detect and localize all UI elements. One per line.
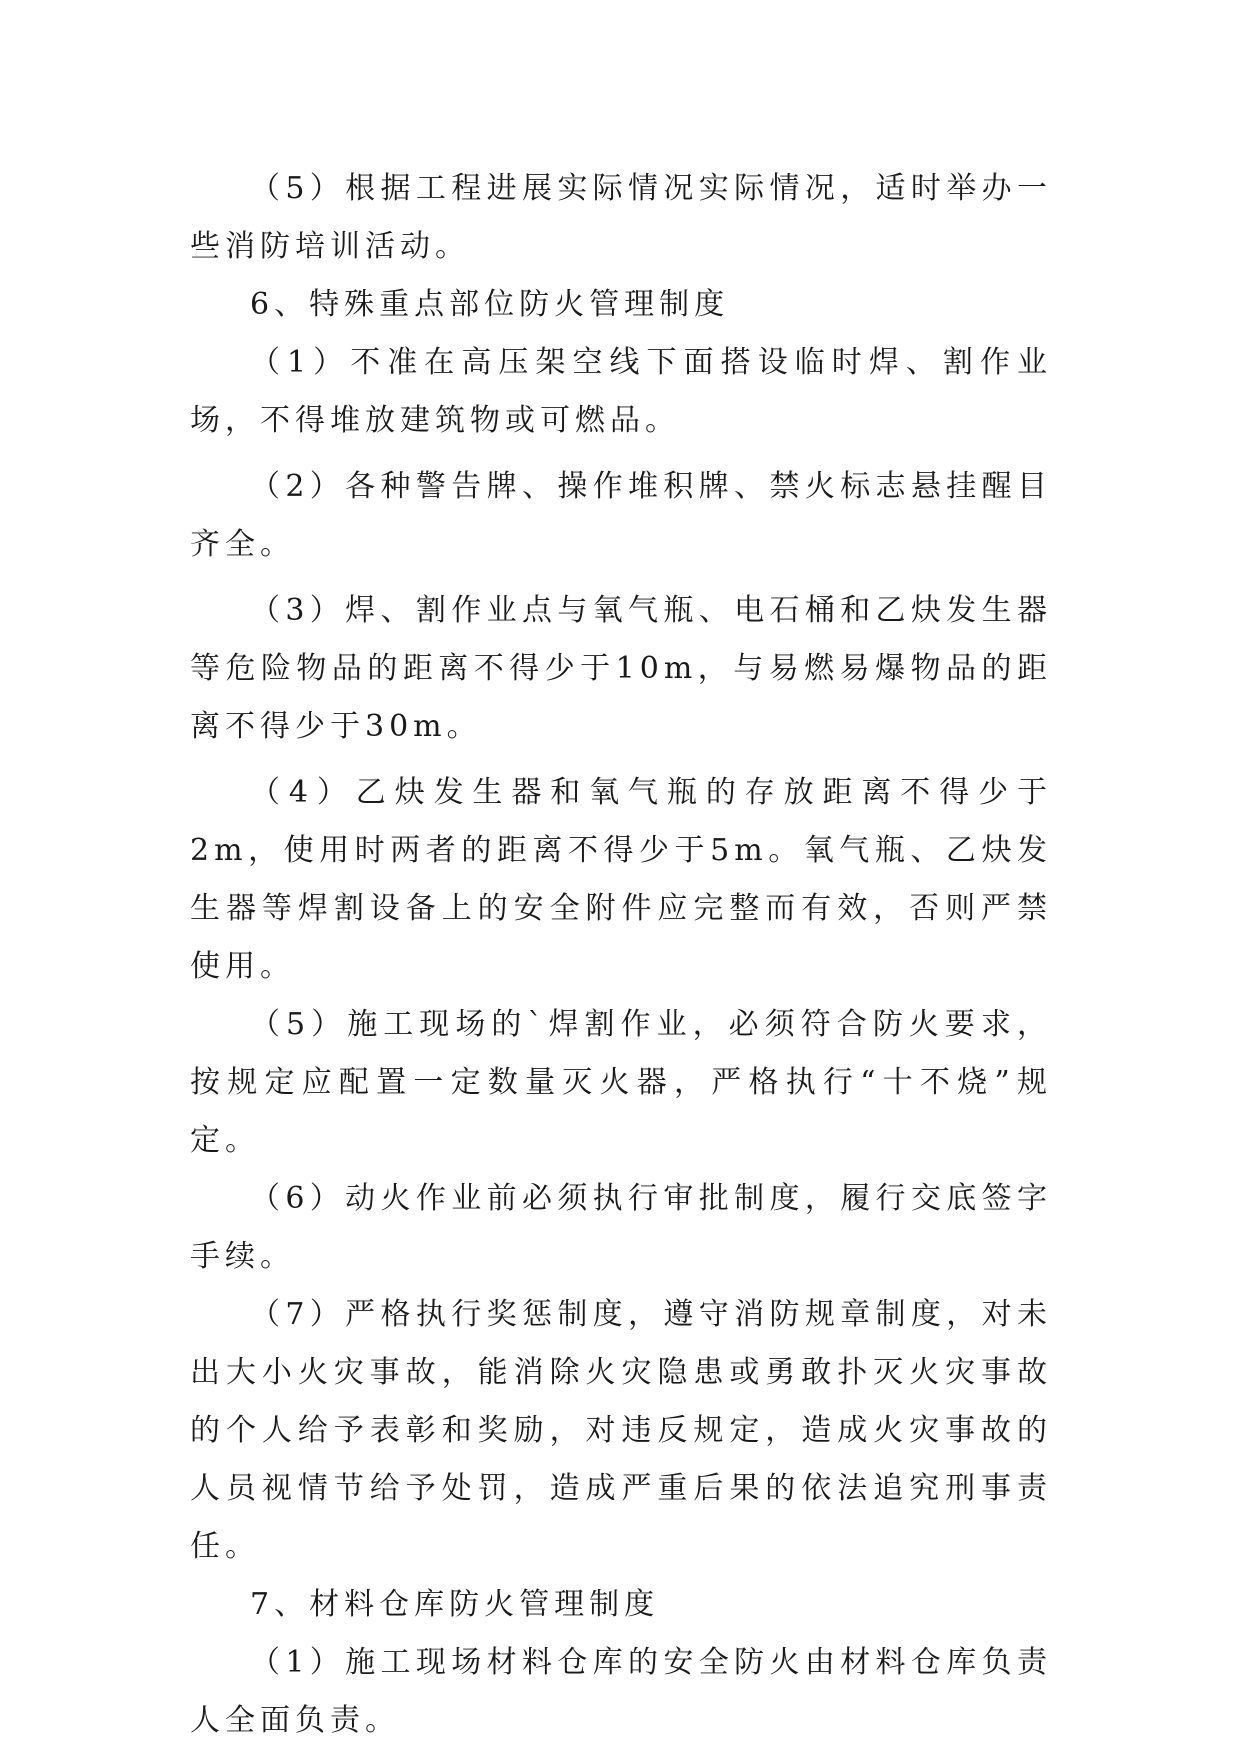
paragraph-item-2-warning-signs: （2）各种警告牌、操作堆积牌、禁火标志悬挂醒目齐全。: [190, 469, 1052, 562]
paragraph-item-1-warehouse: （1）施工现场材料仓库的安全防火由材料仓库负责人全面负责。: [190, 1645, 1052, 1738]
section-heading-6: 6、特殊重点部位防火管理制度: [250, 287, 730, 322]
document-body: [190, 160, 1052, 1750]
paragraph-item-6-approval: （6）动火作业前必须执行审批制度，履行交底签字手续。: [190, 1181, 1052, 1274]
paragraph-item-4-storage: （4）乙炔发生器和氧气瓶的存放距离不得少于2m，使用时两者的距离不得少于5m。氧气瓶、乙炔发生器等焊割设备上的安全附件应完整而有效，否则严禁使用。: [190, 775, 1052, 984]
paragraph-item-5-training: （5）根据工程进展实际情况实际情况，适时举办一些消防培训活动。: [190, 171, 1052, 264]
paragraph-item-5-welding: （5）施工现场的`焊割作业，必须符合防火要求，按规定应配置一定数量灭火器，严格执行“十不烧”规定。: [190, 1007, 1052, 1158]
paragraph-item-7-rewards: （7）严格执行奖惩制度，遵守消防规章制度，对未出大小火灾事故，能消除火灾隐患或勇敢扑灭火灾事故的个人给予表彰和奖励，对违反规定，造成火灾事故的人员视情节给予处罚，造成严重后果的依法追究刑事责任。: [190, 1297, 1052, 1564]
paragraph-item-1-high-voltage: （1）不准在高压架空线下面搭设临时焊、割作业场，不得堆放建筑物或可燃品。: [190, 345, 1052, 438]
section-heading-7: 7、材料仓库防火管理制度: [250, 1587, 660, 1622]
paragraph-item-3-distance: （3）焊、割作业点与氧气瓶、电石桶和乙炔发生器等危险物品的距离不得少于10m，与易燃易爆物品的距离不得少于30m。: [190, 593, 1052, 744]
